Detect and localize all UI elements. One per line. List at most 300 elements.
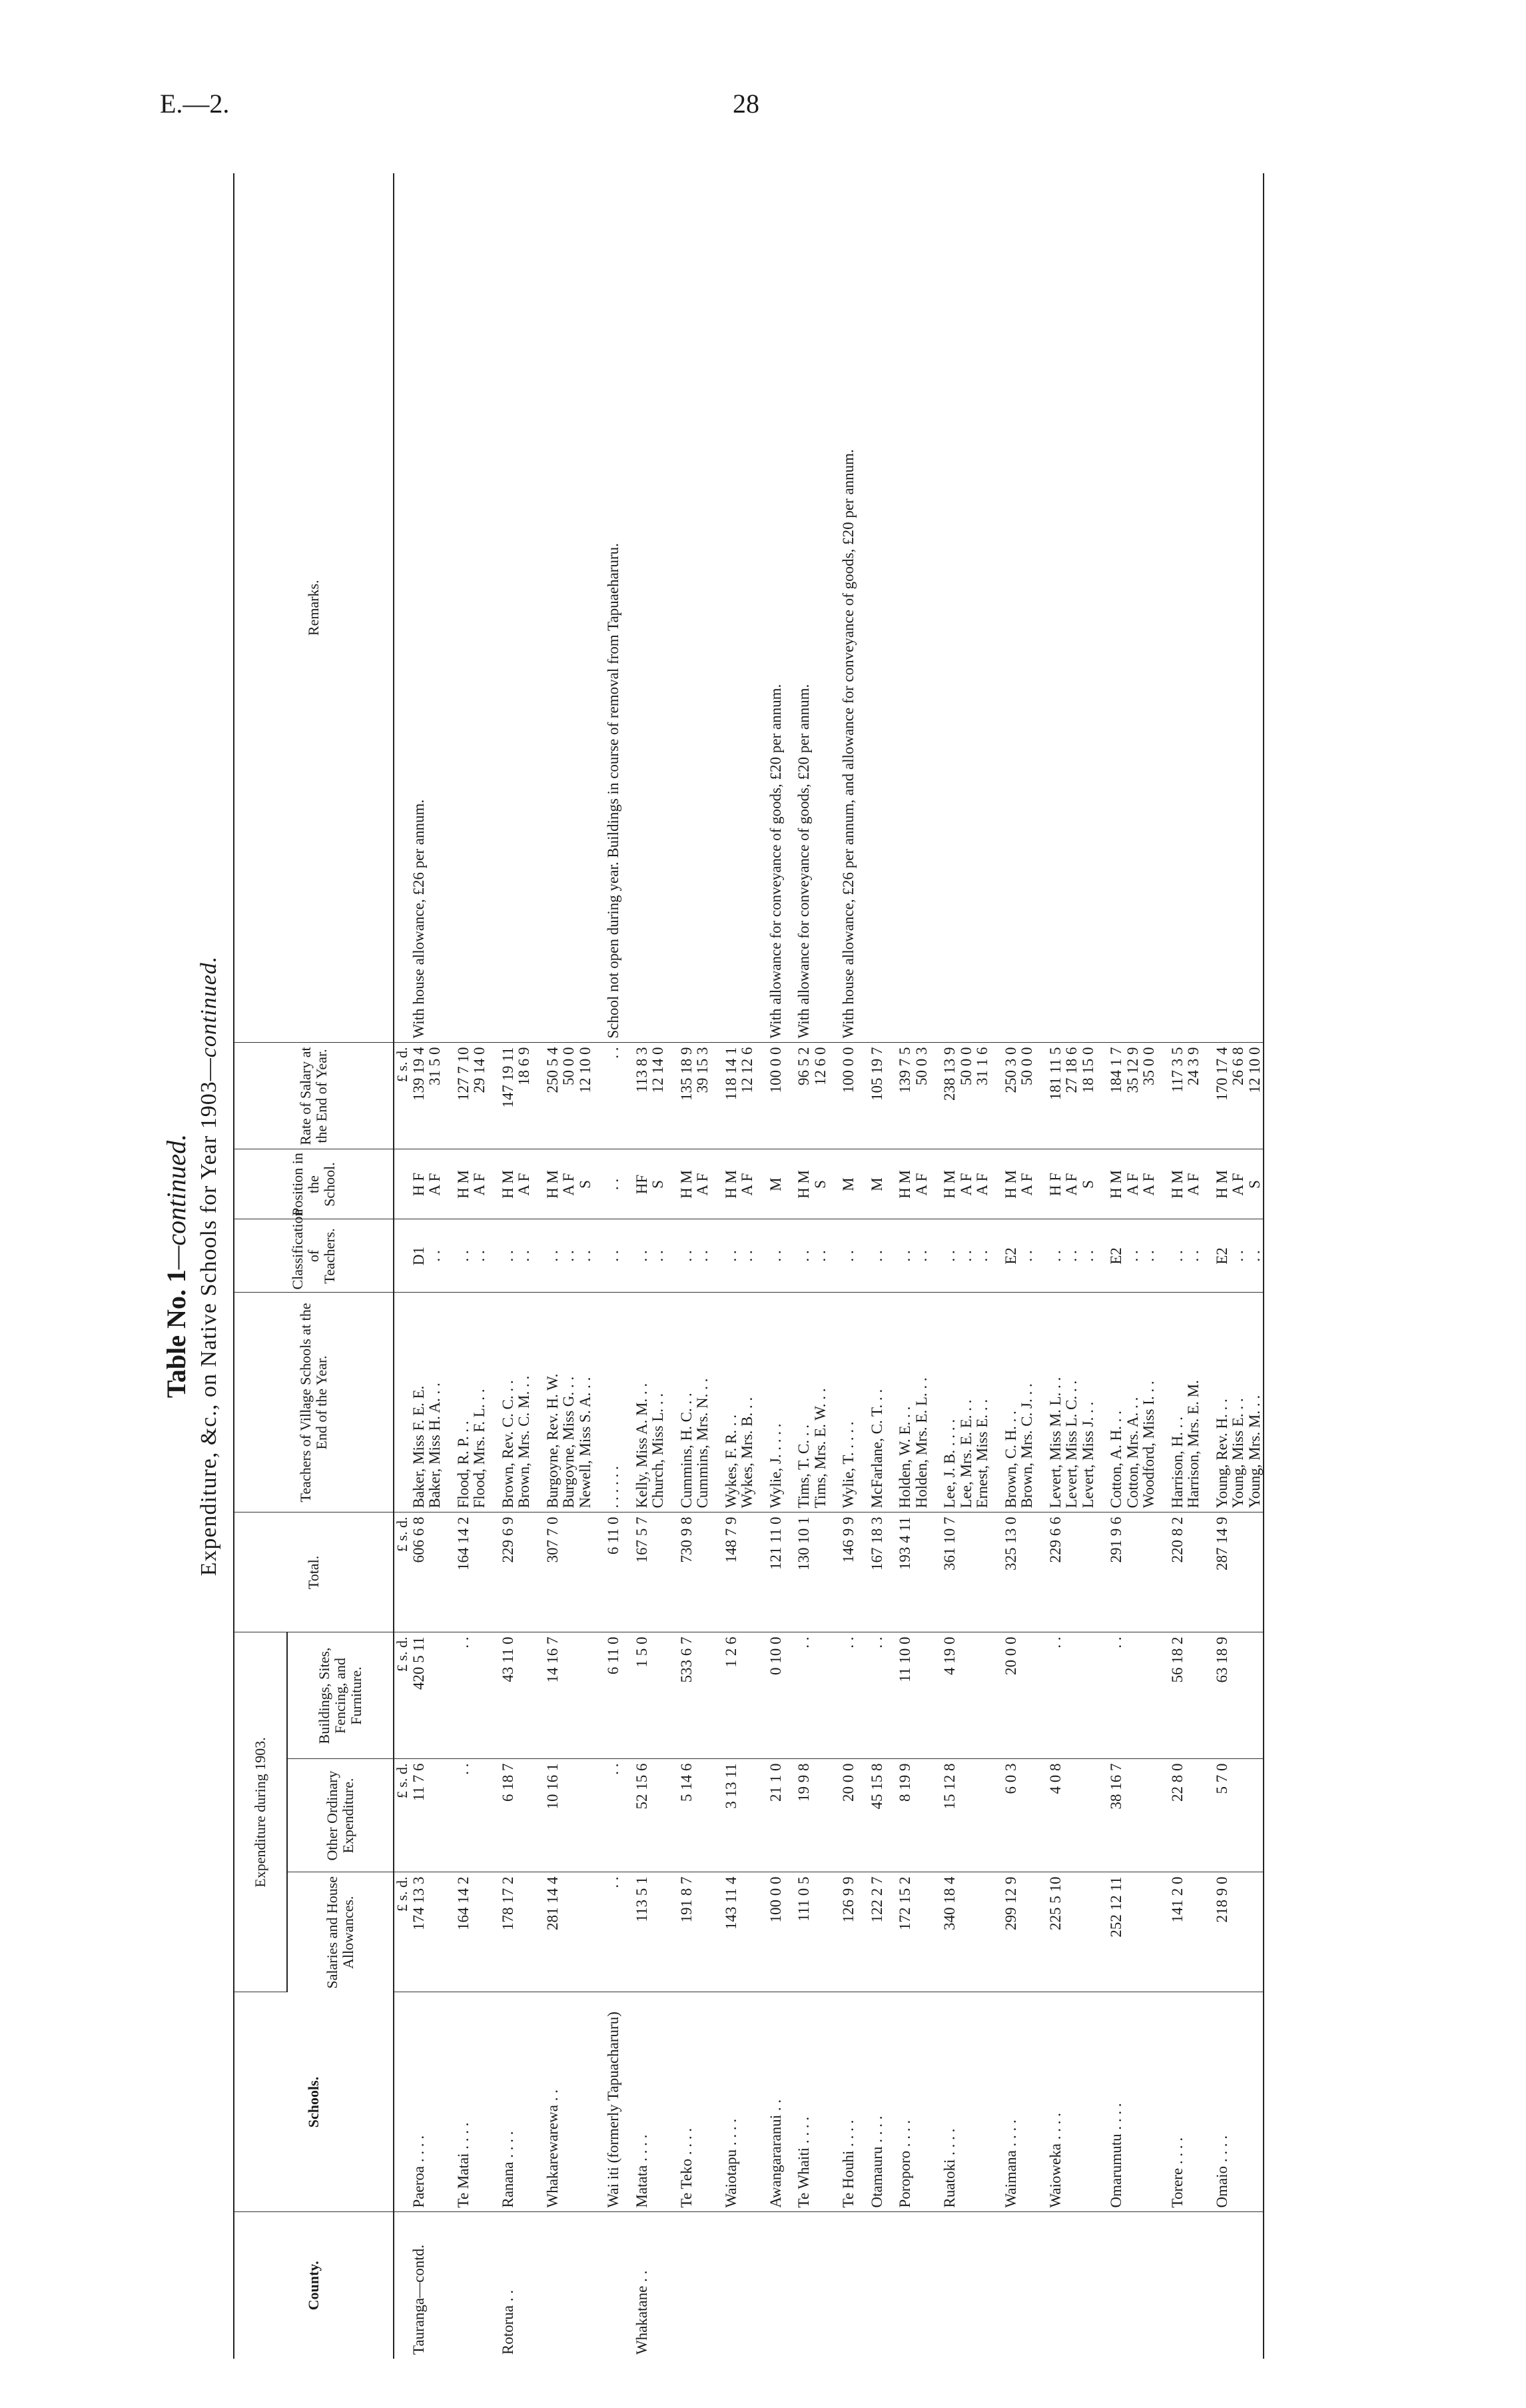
salary-rate: 31 5 0: [426, 1047, 443, 1085]
row-spacer: [444, 173, 456, 2359]
salary-rate: 24 3 9: [1185, 1047, 1202, 1085]
header-expenditure-group: Expenditure during 1903.: [234, 1632, 287, 1992]
buildings-value: 6 11 0: [605, 1632, 622, 1759]
teacher-name: Baker, Miss F. E. E.: [410, 1385, 427, 1508]
other-expenditure-value: 22 8 0: [1170, 1759, 1202, 1872]
teacher-name: Burgoyne, Miss G. . .: [560, 1376, 577, 1508]
teacher-classification: . .: [576, 1250, 593, 1262]
county-cell: Rotorua . .: [499, 2289, 516, 2355]
other-expenditure-value: 5 14 6: [679, 1759, 711, 1872]
teacher-classification: . .: [868, 1250, 885, 1262]
salary-rate-cell: [796, 1043, 829, 1149]
units-other: £ s. d.: [394, 1759, 411, 1872]
table-row: [634, 173, 667, 2359]
teacher-position: A F: [426, 1173, 443, 1196]
buildings-value: 1 5 0: [634, 1632, 667, 1759]
teacher-name: Cummins, H. C. . .: [677, 1393, 695, 1508]
total-value: 606 6 8: [411, 1512, 444, 1632]
table-row: [1108, 173, 1158, 2359]
row-spacer: [784, 173, 796, 2359]
teacher-position: A F: [957, 1173, 974, 1196]
other-expenditure-value: 15 12 8: [942, 1759, 991, 1872]
teacher-position: A F: [1185, 1173, 1202, 1196]
teacher-position: A F: [694, 1173, 711, 1196]
other-expenditure-value: 52 15 6: [634, 1759, 667, 1872]
teacher-position: A F: [913, 1173, 930, 1196]
teacher-name: Lee, Mrs. E. E. . .: [957, 1399, 974, 1508]
teacher-classification: . .: [1079, 1250, 1096, 1262]
other-expenditure-value: 6 0 3: [1003, 1759, 1036, 1872]
school-name: Te Whaiti . . . .: [796, 1992, 829, 2212]
total-value: 229 6 9: [500, 1512, 533, 1632]
teacher-classification-cell: [500, 1219, 533, 1293]
header-remarks: Remarks.: [234, 173, 394, 1043]
teacher-position: H M: [897, 1170, 913, 1199]
county-cell: [768, 2212, 785, 2359]
teacher-position: S: [1079, 1180, 1096, 1189]
other-expenditure-value: 38 16 7: [1108, 1759, 1158, 1872]
table-row: [869, 173, 886, 2359]
salary-rate: 139 7 5: [897, 1047, 913, 1093]
teacher-name: Brown, Mrs. C. J. . .: [1018, 1383, 1035, 1508]
school-name: Te Matai . . . .: [456, 1992, 488, 2212]
county-cell: [1048, 2212, 1097, 2359]
salary-rate: 117 3 5: [1168, 1047, 1186, 1093]
teacher-name: Flood, Mrs. F. L. . .: [471, 1389, 488, 1508]
teacher-name: Newell, Miss S. A. . .: [576, 1377, 593, 1508]
remarks-text: [545, 173, 594, 1043]
buildings-value: 4 19 0: [942, 1632, 991, 1759]
teacher-classification: . .: [499, 1250, 516, 1262]
teacher-name: Levert, Miss L. C. . .: [1063, 1380, 1080, 1508]
teacher-name-cell: [500, 1293, 533, 1512]
teacher-classification-cell: [1170, 1219, 1202, 1293]
salaries-value: 174 13 3: [411, 1872, 444, 1992]
teacher-classification: . .: [1063, 1250, 1080, 1262]
table-row: [942, 173, 991, 2359]
school-name: Paeroa . . . .: [411, 1992, 444, 2212]
teacher-position: H M: [1213, 1170, 1230, 1199]
teacher-position-cell: [1048, 1149, 1097, 1219]
salary-rate: 127 7 10: [454, 1047, 472, 1101]
page-code: E.—2.: [160, 89, 230, 119]
teacher-position: S: [649, 1180, 666, 1189]
salary-rate-cell: [456, 1043, 488, 1149]
teacher-name: Levert, Miss M. L. . .: [1046, 1377, 1064, 1508]
buildings-value: 63 18 9: [1214, 1632, 1264, 1759]
teacher-name: Lee, J. B. . . . .: [941, 1419, 958, 1508]
salary-rate-cell: [1214, 1043, 1264, 1149]
other-expenditure-value: 4 0 8: [1048, 1759, 1097, 1872]
remarks-text: [1108, 173, 1158, 1043]
table-row: [1214, 173, 1264, 2359]
teacher-position: M: [868, 1177, 885, 1191]
teacher-name: McFarlane, C. T. . .: [868, 1389, 885, 1508]
teacher-classification-cell: [679, 1219, 711, 1293]
row-spacer: [991, 173, 1003, 2359]
salaries-value: 281 14 4: [545, 1872, 594, 1992]
teacher-position: H M: [499, 1170, 516, 1199]
row-spacer: [930, 173, 942, 2359]
table-row: [841, 173, 857, 2359]
table-title: [160, 173, 226, 2359]
teacher-name: Ernest, Miss E. . .: [974, 1399, 990, 1508]
salary-rate-cell: [500, 1043, 533, 1149]
teacher-classification-cell: [768, 1219, 785, 1293]
total-value: 167 18 3: [869, 1512, 886, 1632]
teacher-position: . .: [605, 1178, 621, 1191]
school-name: Waimana . . . .: [1003, 1992, 1036, 2212]
salary-rate: 170 17 4: [1213, 1047, 1230, 1101]
other-expenditure-value: . .: [456, 1759, 488, 1872]
teacher-name: Harrison, Mrs. E. M.: [1185, 1380, 1202, 1508]
teacher-name: Cummins, Mrs. N. . .: [694, 1378, 711, 1508]
salary-rate-cell: [1048, 1043, 1097, 1149]
teacher-classification: . .: [739, 1250, 755, 1262]
teacher-name: Wykes, Mrs. B. . .: [739, 1397, 755, 1508]
salary-rate: 113 8 3: [633, 1047, 650, 1093]
teacher-position-cell: [1214, 1149, 1264, 1219]
salaries-value: 340 18 4: [942, 1872, 991, 1992]
salary-rate-cell: [634, 1043, 667, 1149]
teacher-name-cell: [411, 1293, 444, 1512]
teacher-name: Woodford, Miss I. . .: [1140, 1381, 1157, 1508]
other-expenditure-value: 6 18 7: [500, 1759, 533, 1872]
teacher-position: H M: [941, 1170, 958, 1199]
remarks-text: [1048, 173, 1097, 1043]
teacher-position-cell: [869, 1149, 886, 1219]
salary-rate: 29 14 0: [471, 1047, 488, 1093]
total-value: 146 9 9: [841, 1512, 857, 1632]
teacher-classification: . .: [516, 1250, 532, 1262]
salary-rate: 39 15 3: [694, 1047, 711, 1093]
salaries-value: 141 2 0: [1170, 1872, 1202, 1992]
total-value: 130 10 1: [796, 1512, 829, 1632]
teacher-position: H M: [722, 1170, 739, 1199]
teacher-position: H M: [795, 1170, 812, 1199]
row-spacer: [1158, 173, 1170, 2359]
remarks-text: With house allowance, £26 per annum.: [411, 173, 444, 1043]
teacher-classification: . .: [974, 1250, 990, 1262]
teacher-position: H M: [544, 1170, 561, 1199]
teacher-position: H M: [454, 1170, 472, 1199]
teacher-classification: . .: [1185, 1250, 1202, 1262]
teacher-classification: . .: [795, 1250, 812, 1262]
teacher-name-cell: [841, 1293, 857, 1512]
teacher-position: A F: [1018, 1173, 1035, 1196]
teacher-classification: . .: [471, 1250, 488, 1262]
row-spacer: [885, 173, 897, 2359]
county-cell: [897, 2212, 930, 2359]
teacher-classification-cell: [841, 1219, 857, 1293]
salary-rate-cell: [942, 1043, 991, 1149]
salary-rate: 12 14 0: [649, 1047, 666, 1093]
teacher-classification: . .: [649, 1250, 666, 1262]
teacher-position: A F: [1124, 1173, 1141, 1196]
teacher-classification: . .: [454, 1250, 472, 1262]
teacher-name: Young, Mrs. M. . .: [1246, 1395, 1263, 1508]
school-name: Waiotapu . . . .: [723, 1992, 756, 2212]
teacher-classification-cell: [897, 1219, 930, 1293]
buildings-value: . .: [796, 1632, 829, 1759]
remarks-text: [1003, 173, 1036, 1043]
table-row: [1170, 173, 1202, 2359]
total-value: 121 11 0: [768, 1512, 785, 1632]
salaries-value: 126 9 9: [841, 1872, 857, 1992]
total-value: 193 4 11: [897, 1512, 930, 1632]
teacher-classification: . .: [560, 1250, 577, 1262]
header-schools: Schools.: [234, 1992, 394, 2212]
buildings-value: 1 2 6: [723, 1632, 756, 1759]
teacher-position: M: [840, 1177, 857, 1191]
salary-rate: 27 18 6: [1063, 1047, 1080, 1093]
teacher-name-cell: [634, 1293, 667, 1512]
remarks-text: With allowance for conveyance of goods, £20 per annum.: [768, 173, 785, 1043]
teacher-name: Tims, T. C. . .: [795, 1425, 812, 1508]
teacher-classification: . .: [840, 1250, 857, 1262]
header-classification: Classification of Teachers.: [234, 1219, 394, 1293]
buildings-value: 0 10 0: [768, 1632, 785, 1759]
school-name: Torere . . . .: [1170, 1992, 1202, 2212]
teacher-name: Young, Miss E. . .: [1230, 1398, 1246, 1508]
remarks-text: [723, 173, 756, 1043]
table-row: [411, 173, 444, 2359]
teacher-position: H M: [1002, 1170, 1019, 1199]
teacher-position-cell: [1108, 1149, 1158, 1219]
page-number: 28: [733, 89, 759, 119]
teacher-position-cell: [1003, 1149, 1036, 1219]
teacher-name-cell: [1170, 1293, 1202, 1512]
county-cell: [869, 2212, 886, 2359]
remarks-text: [897, 173, 930, 1043]
title-sub-suffix: continued.: [196, 955, 221, 1058]
table-row: [679, 173, 711, 2359]
salary-rate: 12 6 0: [811, 1047, 829, 1085]
salary-rate: 12 12 6: [739, 1047, 755, 1093]
teacher-position: H M: [1168, 1170, 1186, 1199]
teacher-name-cell: [942, 1293, 991, 1512]
salary-rate-cell: [723, 1043, 756, 1149]
teacher-position: H M: [1108, 1170, 1124, 1199]
remarks-text: [634, 173, 667, 1043]
school-name: Poroporo . . . .: [897, 1992, 930, 2212]
total-value: 307 7 0: [545, 1512, 594, 1632]
header-teachers: Teachers of Village Schools at the End of the Year.: [234, 1293, 394, 1512]
salary-rate: 105 19 7: [868, 1047, 885, 1101]
teacher-position: A F: [974, 1173, 990, 1196]
salary-rate: 250 5 4: [544, 1047, 561, 1093]
county-cell: Whakatane . .: [633, 2270, 650, 2355]
teacher-classification: . .: [1018, 1250, 1035, 1262]
salary-rate: 35 12 9: [1124, 1047, 1141, 1093]
teacher-name: Brown, Rev. C. C. . .: [499, 1380, 516, 1508]
salary-rate-cell: [679, 1043, 711, 1149]
teacher-position: H F: [1046, 1172, 1064, 1197]
other-expenditure-value: 45 15 8: [869, 1759, 886, 1872]
teacher-name-cell: [679, 1293, 711, 1512]
salary-rate: 50 0 0: [1018, 1047, 1035, 1085]
salaries-value: 191 8 7: [679, 1872, 711, 1992]
salary-rate-cell: [897, 1043, 930, 1149]
teacher-name: . . . . . .: [605, 1466, 621, 1508]
salary-rate-cell: [1108, 1043, 1158, 1149]
teacher-classification: . .: [633, 1250, 650, 1262]
county-cell: [679, 2212, 711, 2359]
school-name: Te Houhi . . . .: [841, 1992, 857, 2212]
teacher-position: A F: [739, 1173, 755, 1196]
salary-rate: 18 6 9: [516, 1047, 532, 1085]
units-total: £ s. d.: [394, 1512, 411, 1632]
salaries-value: 252 12 11: [1108, 1872, 1158, 1992]
teacher-position-cell: [942, 1149, 991, 1219]
total-value: 287 14 9: [1214, 1512, 1264, 1632]
school-name: Otamauru . . . .: [869, 1992, 886, 2212]
teacher-name-cell: [869, 1293, 886, 1512]
teacher-name-cell: [723, 1293, 756, 1512]
teacher-classification-cell: [605, 1219, 622, 1293]
buildings-value: . .: [1048, 1632, 1097, 1759]
teacher-position-cell: [605, 1149, 622, 1219]
other-expenditure-value: 3 13 11: [723, 1759, 756, 1872]
buildings-value: . .: [841, 1632, 857, 1759]
teacher-position-cell: [841, 1149, 857, 1219]
teacher-classification: . .: [811, 1250, 829, 1262]
salary-rate: 100 0 0: [767, 1047, 784, 1093]
teacher-position-cell: [411, 1149, 444, 1219]
row-spacer: [829, 173, 841, 2359]
school-name: Te Teko . . . .: [679, 1992, 711, 2212]
salary-rate: 12 10 0: [576, 1047, 593, 1093]
teacher-classification: . .: [1124, 1250, 1141, 1262]
salary-rate: 18 15 0: [1079, 1047, 1096, 1093]
teacher-position: S: [576, 1180, 593, 1189]
units-salaries: £ s. d.: [394, 1872, 411, 1992]
teacher-classification-cell: [796, 1219, 829, 1293]
salaries-value: 225 5 10: [1048, 1872, 1097, 1992]
county-cell: [841, 2212, 857, 2359]
teacher-name: Levert, Miss J. . .: [1079, 1401, 1096, 1508]
teacher-position-cell: [456, 1149, 488, 1219]
teacher-classification-cell: [1214, 1219, 1264, 1293]
teacher-classification: . .: [426, 1250, 443, 1262]
header-rate: Rate of Salary at the End of Year.: [234, 1043, 394, 1149]
teacher-classification-cell: [723, 1219, 756, 1293]
row-spacer: [1036, 173, 1048, 2359]
teacher-classification: . .: [913, 1250, 930, 1262]
salary-rate-cell: [545, 1043, 594, 1149]
school-name: Matata . . . .: [634, 1992, 667, 2212]
teacher-name-cell: [1048, 1293, 1097, 1512]
teacher-position-cell: [897, 1149, 930, 1219]
header-other: Other Ordinary Expenditure.: [287, 1759, 394, 1872]
salary-rate: 147 19 11: [499, 1047, 516, 1108]
salary-rate: 135 18 9: [677, 1047, 695, 1101]
row-spacer: [622, 173, 634, 2359]
row-spacer: [1202, 173, 1214, 2359]
teacher-classification: . .: [1246, 1250, 1263, 1262]
salaries-value: 122 2 7: [869, 1872, 886, 1992]
total-value: 220 8 2: [1170, 1512, 1202, 1632]
teacher-name: Flood, R. P. . .: [454, 1421, 472, 1508]
teacher-name: Church, Miss L. . .: [649, 1393, 666, 1508]
title-main: Table No. 1: [161, 1269, 191, 1399]
salary-rate-cell: [869, 1043, 886, 1149]
title-sub: Expenditure, &c., on Native Schools for Year 1903—: [196, 1057, 221, 1576]
teacher-classification: . .: [1230, 1250, 1246, 1262]
teacher-position: H M: [677, 1170, 695, 1199]
table-row: [605, 173, 622, 2359]
school-name: Ruatoki . . . .: [942, 1992, 991, 2212]
rotated-table-area: [160, 173, 1379, 2359]
table-row: [768, 173, 785, 2359]
table-row: [500, 173, 533, 2359]
salary-rate: 12 10 0: [1246, 1047, 1263, 1093]
teacher-classification: . .: [1046, 1250, 1064, 1262]
salaries-value: 100 0 0: [768, 1872, 785, 1992]
county-cell: Tauranga—contd.: [410, 2244, 427, 2355]
teacher-position-cell: [796, 1149, 829, 1219]
teacher-name: Cotton, Mrs. A. . .: [1124, 1397, 1141, 1508]
teacher-position-cell: [634, 1149, 667, 1219]
other-expenditure-value: 19 9 8: [796, 1759, 829, 1872]
salaries-value: 172 15 2: [897, 1872, 930, 1992]
teacher-name: Burgoyne, Rev. H. W.: [544, 1373, 561, 1508]
teacher-position: A F: [1140, 1173, 1157, 1196]
remarks-text: [1170, 173, 1202, 1043]
salary-rate: 31 1 6: [974, 1047, 990, 1085]
teacher-name: Tims, Mrs. E. W. . .: [811, 1388, 829, 1508]
row-spacer: [1096, 173, 1108, 2359]
salary-rate: 100 0 0: [840, 1047, 857, 1093]
remarks-text: With house allowance, £26 per annum, and allowance for conveyance of goods, £20 per annum.: [841, 173, 857, 1043]
row-spacer: [756, 173, 768, 2359]
salary-rate: 26 6 8: [1230, 1047, 1246, 1085]
remarks-text: [500, 173, 533, 1043]
salary-rate: 184 1 7: [1108, 1047, 1124, 1093]
salary-rate-cell: [1170, 1043, 1202, 1149]
teacher-classification: . .: [605, 1250, 621, 1262]
teacher-position-cell: [723, 1149, 756, 1219]
table-row: [1048, 173, 1097, 2359]
teacher-classification: D1: [410, 1246, 427, 1266]
total-value: 325 13 0: [1003, 1512, 1036, 1632]
county-cell: [545, 2212, 594, 2359]
teacher-position: M: [767, 1177, 784, 1191]
teacher-name-cell: [605, 1293, 622, 1512]
remarks-text: [942, 173, 991, 1043]
table-row: [456, 173, 488, 2359]
teacher-name: Kelly, Miss A. M. . .: [633, 1383, 650, 1508]
teacher-name: Cotton, A. H. . .: [1108, 1411, 1124, 1508]
other-expenditure-value: 5 7 0: [1214, 1759, 1264, 1872]
salaries-value: 113 5 1: [634, 1872, 667, 1992]
county-cell: [1214, 2212, 1264, 2359]
row-spacer: [488, 173, 500, 2359]
teacher-name: Wylie, T. . . . .: [840, 1421, 857, 1508]
table-row: [1003, 173, 1036, 2359]
county-cell: [723, 2212, 756, 2359]
teacher-name-cell: [768, 1293, 785, 1512]
teacher-classification-cell: [869, 1219, 886, 1293]
teacher-name-cell: [1214, 1293, 1264, 1512]
teacher-position: H F: [410, 1172, 427, 1197]
row-spacer: [533, 173, 545, 2359]
county-cell: [1170, 2212, 1202, 2359]
teacher-position-cell: [679, 1149, 711, 1219]
salaries-value: 164 14 2: [456, 1872, 488, 1992]
salary-rate: 118 14 1: [722, 1047, 739, 1101]
other-expenditure-value: 11 7 6: [411, 1759, 444, 1872]
